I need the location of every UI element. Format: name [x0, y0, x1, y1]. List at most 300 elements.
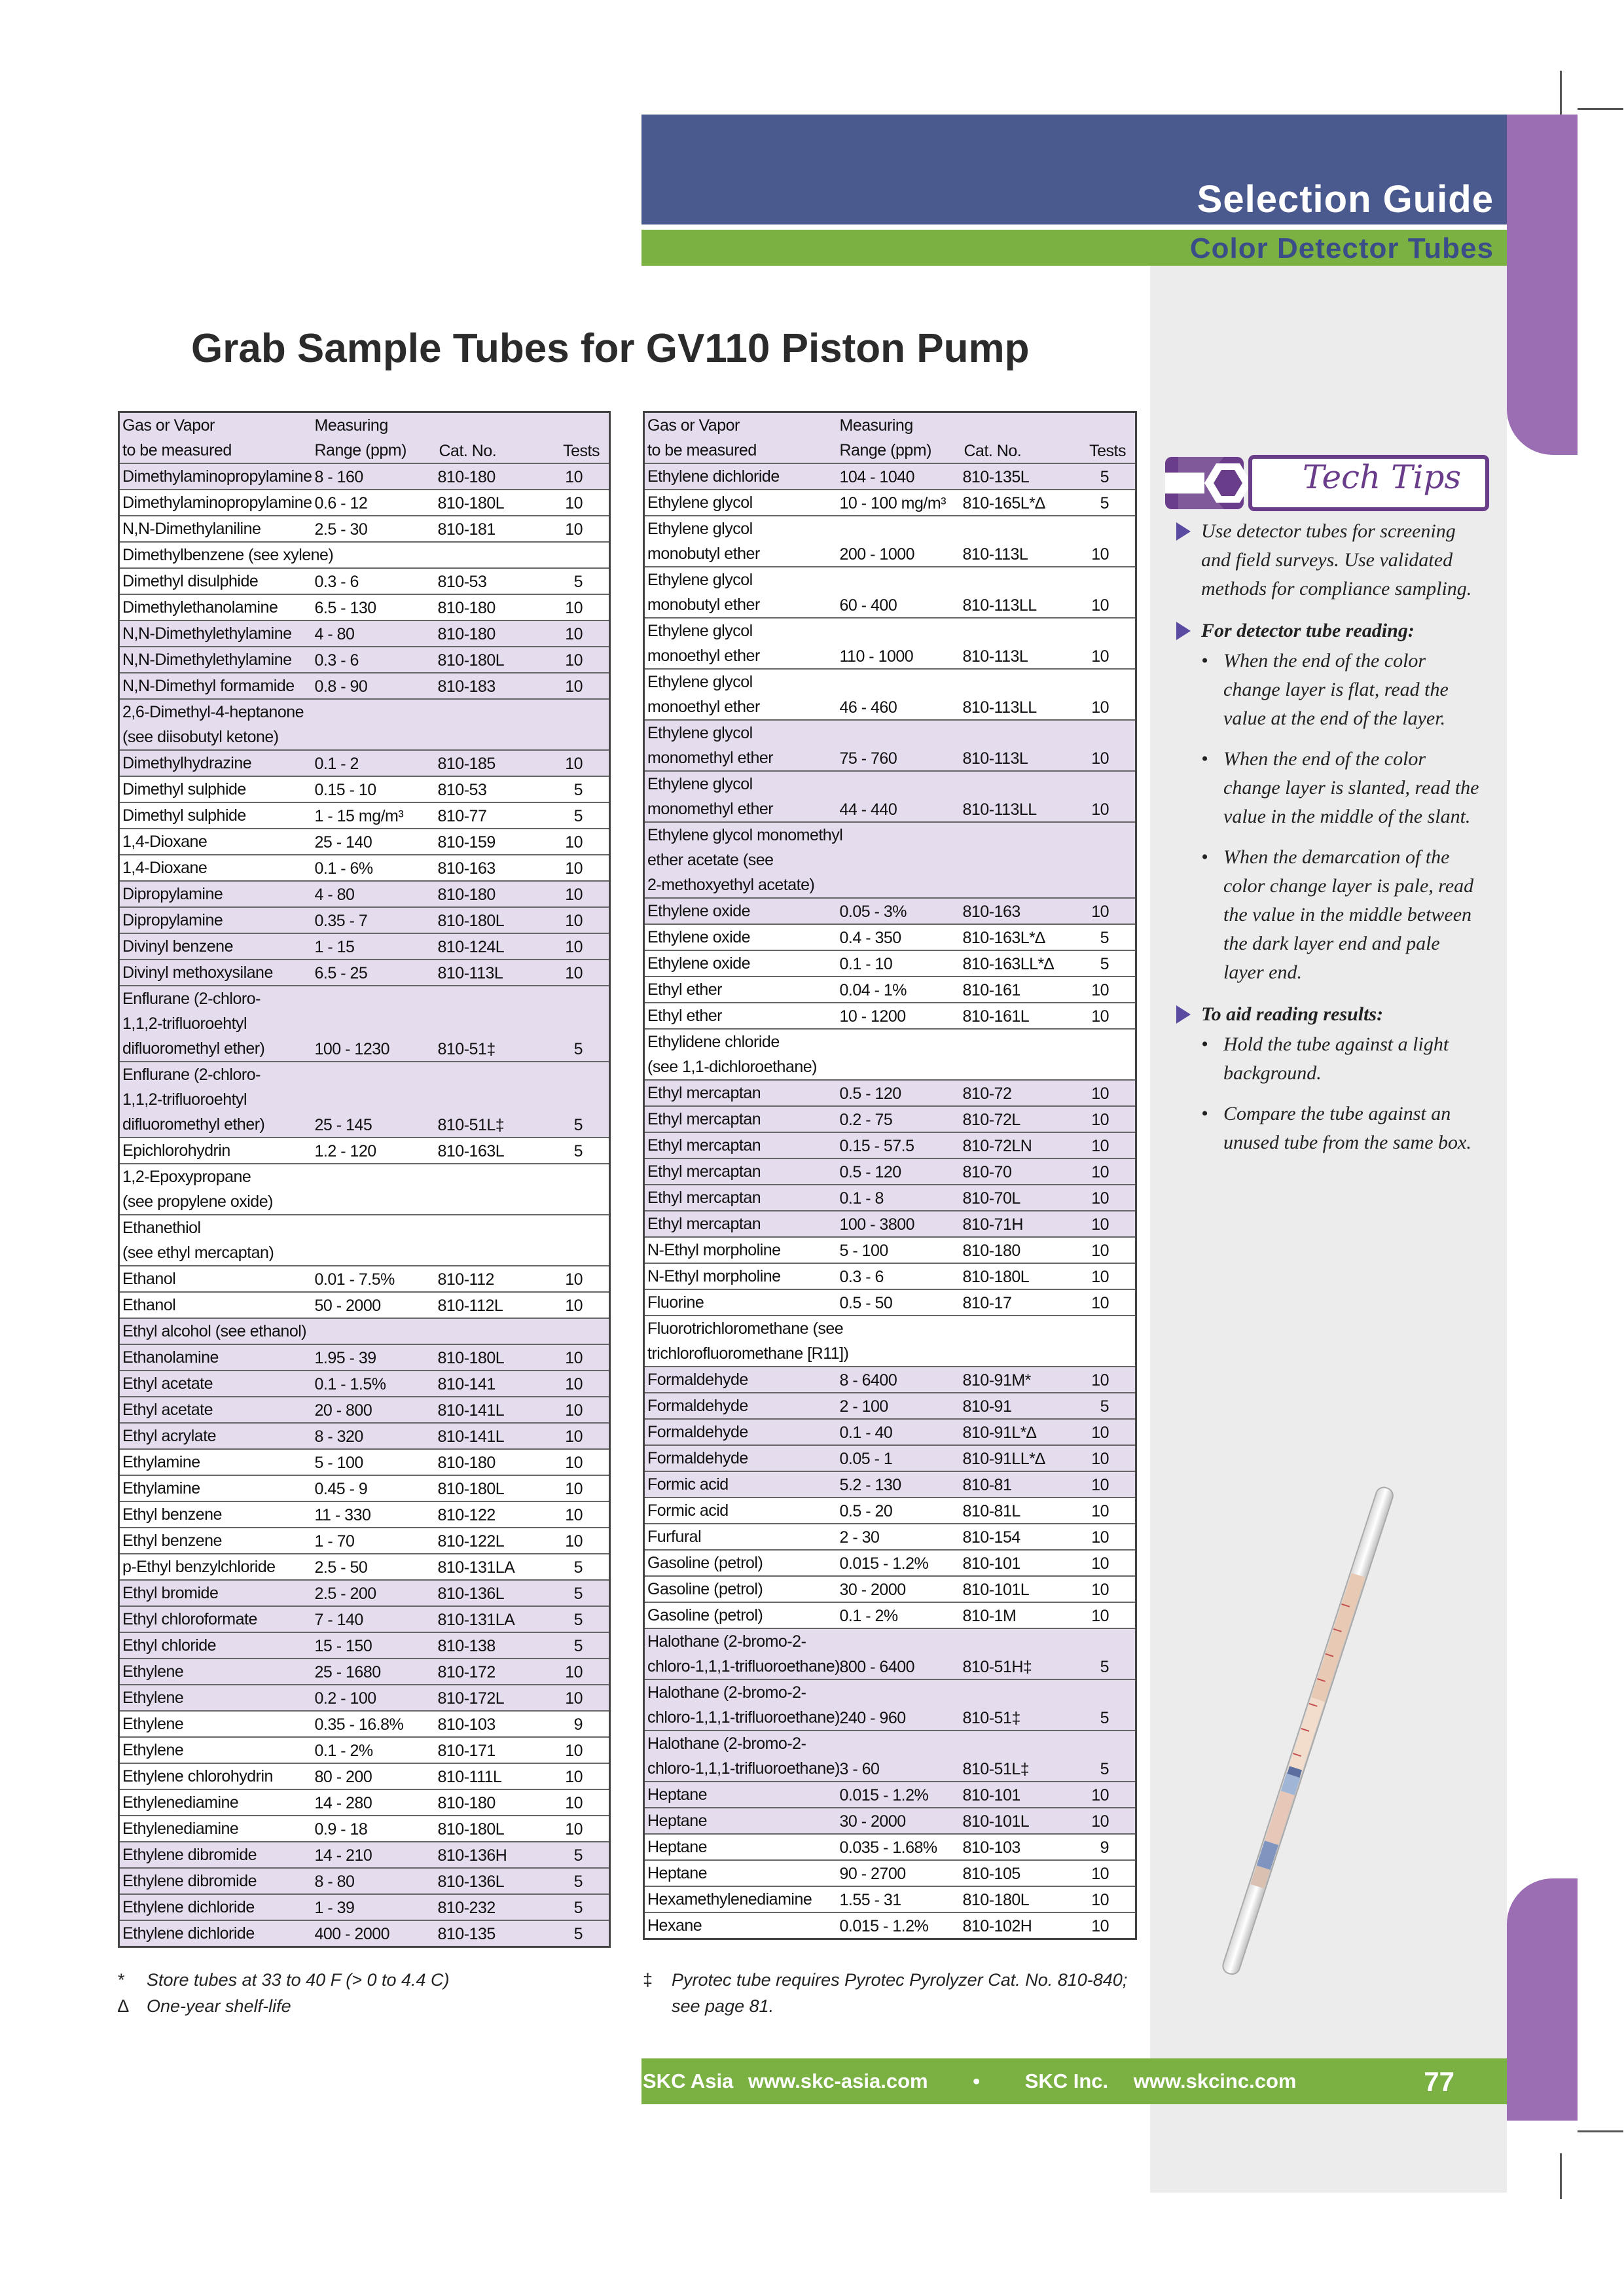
- cell-cat: 810-113L: [437, 964, 503, 982]
- cell-tests: 5: [573, 1846, 583, 1865]
- table-body: [119, 463, 610, 1947]
- cell-cat: [437, 542, 548, 568]
- cell-tests: 5: [1100, 1760, 1109, 1778]
- cell-range: [312, 699, 437, 750]
- cell-tests: 9: [573, 1715, 583, 1734]
- table-row: [644, 1316, 1136, 1367]
- cell-gas: Ethylene oxide: [647, 902, 751, 920]
- table-row: [644, 1419, 1136, 1445]
- cell-tests: 10: [1091, 1581, 1109, 1599]
- table-row: [119, 516, 610, 542]
- cell-gas: Ethyl mercaptan: [647, 1215, 761, 1233]
- cell-tests: 10: [1091, 545, 1109, 564]
- cell-range: 1 - 15 mg/m³: [314, 807, 404, 825]
- cell-gas: Ethyl acetate: [122, 1401, 213, 1419]
- cell-cat: 810-180: [437, 886, 496, 904]
- cell-range: 25 - 145: [314, 1116, 372, 1134]
- cell-range: 240 - 960: [839, 1709, 906, 1727]
- cell-cat: 810-103: [962, 1839, 1020, 1857]
- cell-cat: 810-51‡: [962, 1709, 1020, 1727]
- cell-range: 0.5 - 120: [839, 1163, 901, 1181]
- footer-asia-name: SKC Asia: [643, 2070, 734, 2092]
- cell-cat: 810-136H: [437, 1846, 507, 1865]
- cell-cat: 810-180: [437, 1794, 496, 1812]
- cell-range: 0.04 - 1%: [839, 981, 907, 999]
- cell-cat: 810-101: [962, 1786, 1020, 1804]
- cell-gas: Gasoline (petrol): [647, 1554, 763, 1572]
- cell-gas: Dimethylethanolamine: [122, 598, 278, 617]
- arrow-right-icon: [1176, 522, 1191, 541]
- cell-tests: 10: [565, 625, 583, 643]
- table-row: [644, 1080, 1136, 1106]
- cell-gas: Ethyl chloroformate: [122, 1610, 257, 1628]
- cell-tests: 10: [565, 468, 583, 486]
- table-row: [644, 1211, 1136, 1237]
- cell-cat: 810-172L: [437, 1689, 505, 1708]
- cell-gas: Ethylene oxide: [647, 928, 751, 946]
- cell-cat: 810-91L*∆: [962, 1424, 1036, 1442]
- cell-gas: N-Ethyl morpholine: [647, 1241, 781, 1259]
- cell-range: 4 - 80: [314, 886, 355, 904]
- cell-gas: Heptane: [647, 1864, 708, 1882]
- table-row: [119, 1164, 610, 1215]
- cell-gas: Ethylene dibromide: [122, 1872, 257, 1890]
- cell-tests: 10: [565, 1401, 583, 1420]
- tube-table-middle: [643, 411, 1137, 1940]
- cell-cat: 810-51‡: [437, 1040, 496, 1058]
- cell-tests: [548, 699, 610, 750]
- cell-tests: 10: [1091, 1891, 1109, 1909]
- cell-range: 0.8 - 90: [314, 677, 368, 696]
- table-row: [119, 620, 610, 647]
- cell-cat: 810-163: [437, 859, 496, 878]
- purple-edge-tab-top: [1507, 115, 1578, 455]
- cell-tests: 5: [573, 1585, 583, 1603]
- cell-gas: 1,4-Dioxane: [122, 833, 208, 851]
- cell-gas: Divinyl methoxysilane: [122, 963, 273, 982]
- cell-cat: 810-72L: [962, 1111, 1020, 1129]
- cell-cat: 810-122: [437, 1506, 496, 1524]
- table-row: [119, 1475, 610, 1501]
- cell-range: 0.15 - 10: [314, 781, 376, 799]
- table-row: [119, 1789, 610, 1816]
- cell-cat: 810-81: [962, 1476, 1012, 1494]
- cell-tests: [1074, 1316, 1136, 1367]
- cell-cat: 810-180L: [437, 1480, 505, 1498]
- cell-range: 0.1 - 2%: [839, 1607, 898, 1625]
- cell-gas: Dipropylamine: [122, 911, 223, 929]
- cell-range: 0.1 - 10: [839, 955, 893, 973]
- table-row: [644, 463, 1136, 490]
- cell-range: 0.4 - 350: [839, 929, 901, 947]
- table-row: [644, 1731, 1136, 1782]
- header-subtitle-bar: [641, 230, 1507, 266]
- cell-cat: 810-171: [437, 1742, 496, 1760]
- table-row: [119, 1318, 610, 1344]
- cell-gas: Ethylene: [122, 1715, 184, 1733]
- cell-tests: 10: [565, 1480, 583, 1498]
- cell-tests: 5: [1100, 955, 1109, 973]
- cell-tests: 10: [1091, 1476, 1109, 1494]
- cell-cat: 810-131LA: [437, 1558, 515, 1577]
- table-row: [119, 1423, 610, 1449]
- cell-tests: 10: [1091, 1865, 1109, 1883]
- cell-tests: 10: [565, 1532, 583, 1551]
- cell-tests: 5: [1100, 1397, 1109, 1416]
- tip-screening-text: Use detector tubes for screening and field surveys. Use validated methods for compliance sampling.: [1201, 520, 1472, 600]
- table-row: [119, 1606, 610, 1632]
- cell-cat: 810-180: [962, 1242, 1020, 1260]
- table-row: [119, 1344, 610, 1371]
- footer-asia-url[interactable]: www.skc-asia.com: [748, 2070, 928, 2092]
- table-row: [644, 1445, 1136, 1471]
- table-row: [644, 1003, 1136, 1029]
- footnote-dagger-mark: ‡: [643, 1970, 653, 1990]
- table-row: [644, 1782, 1136, 1808]
- cell-range: 25 - 140: [314, 833, 372, 852]
- cell-gas: Ethanol: [122, 1270, 176, 1288]
- cell-cat: 810-70L: [962, 1189, 1020, 1208]
- cell-tests: 5: [573, 1637, 583, 1655]
- header-range: Measuring Range (ppm): [839, 416, 931, 459]
- cell-gas: Divinyl benzene: [122, 937, 233, 956]
- cell-gas: Halothane (2-bromo-2- chloro-1,1,1-trifluoroethane): [647, 1632, 840, 1676]
- cell-tests: 10: [1091, 1085, 1109, 1103]
- cell-cat: 810-72LN: [962, 1137, 1032, 1155]
- header-range: Measuring Range (ppm): [314, 416, 406, 459]
- table-row: [119, 855, 610, 881]
- cell-tests: 10: [1091, 1163, 1109, 1181]
- table-row: [644, 924, 1136, 950]
- footer-inc-name: SKC Inc.: [1024, 2070, 1109, 2092]
- table-row: [119, 673, 610, 699]
- header-banner: [641, 115, 1507, 224]
- tube-table-left: [118, 411, 611, 1948]
- tip-reading-bullet: [1201, 745, 1484, 831]
- footnote-delta-mark: ∆: [118, 1996, 129, 2016]
- cell-range: [837, 1029, 962, 1080]
- cell-range: 0.45 - 9: [314, 1480, 368, 1498]
- cell-tests: 10: [1091, 749, 1109, 768]
- cell-range: 8 - 6400: [839, 1371, 897, 1390]
- cell-gas: Ethyl mercaptan: [647, 1162, 761, 1181]
- table-row: [119, 1920, 610, 1947]
- cell-cat: [962, 1316, 1074, 1367]
- table-row: [119, 1501, 610, 1528]
- cell-tests: 5: [573, 1040, 583, 1058]
- table-row: [119, 1138, 610, 1164]
- cell-cat: 810-51L‡: [437, 1116, 505, 1134]
- cell-gas: Ethylene glycol monomethyl ether acetate (see 2-methoxyethyl acetate): [647, 826, 843, 894]
- cell-range: 10 - 1200: [839, 1007, 906, 1026]
- cell-cat: 810-163: [962, 903, 1020, 921]
- cell-tests: 10: [1091, 1007, 1109, 1026]
- cell-range: [312, 1164, 437, 1215]
- cell-range: 6.5 - 25: [314, 964, 368, 982]
- cell-tests: 10: [1091, 1607, 1109, 1625]
- cell-range: 0.9 - 18: [314, 1820, 368, 1839]
- cell-range: 5.2 - 130: [839, 1476, 901, 1494]
- cell-gas: Fluorine: [647, 1293, 704, 1312]
- cell-cat: 810-124L: [437, 938, 505, 956]
- cell-gas: Ethyl acetate: [122, 1374, 213, 1393]
- cell-range: 104 - 1040: [839, 468, 915, 486]
- crop-mark: [1560, 71, 1562, 117]
- cell-range: 110 - 1000: [839, 647, 914, 666]
- table-row: [644, 977, 1136, 1003]
- table-row: [119, 1554, 610, 1580]
- cell-tests: 5: [573, 807, 583, 825]
- detector-tube-illustration: [1165, 1469, 1453, 1993]
- table-row: [644, 567, 1136, 618]
- cell-cat: 810-113LL: [962, 800, 1037, 819]
- crop-mark: [1560, 2153, 1562, 2199]
- table-row: [119, 699, 610, 750]
- table-row: [644, 1679, 1136, 1731]
- cell-range: 8 - 80: [314, 1873, 355, 1891]
- cell-range: 60 - 400: [839, 596, 897, 615]
- cell-tests: 10: [565, 755, 583, 773]
- bullet-icon: •: [1201, 846, 1208, 868]
- table-row: [644, 1550, 1136, 1576]
- cell-cat: 810-91M*: [962, 1371, 1031, 1390]
- table-row: [119, 907, 610, 933]
- cell-range: 15 - 150: [314, 1637, 372, 1655]
- cell-tests: 10: [565, 833, 583, 852]
- cell-gas: Ethylene chlorohydrin: [122, 1767, 273, 1785]
- cell-tests: 10: [565, 886, 583, 904]
- cell-range: 0.015 - 1.2%: [839, 1786, 929, 1804]
- cell-range: 1.55 - 31: [839, 1891, 901, 1909]
- cell-tests: 10: [1091, 1215, 1109, 1234]
- cell-range: 14 - 210: [314, 1846, 372, 1865]
- cell-gas: Formic acid: [647, 1501, 729, 1520]
- cell-tests: [548, 1318, 610, 1344]
- cell-range: 0.015 - 1.2%: [839, 1917, 929, 1935]
- cell-range: 2.5 - 30: [314, 520, 368, 539]
- cell-cat: 810-185: [437, 755, 496, 773]
- table-row: [644, 1393, 1136, 1419]
- cell-tests: 5: [573, 1611, 583, 1629]
- table-body: [644, 463, 1136, 1939]
- cell-gas: Ethyl mercaptan: [647, 1110, 761, 1128]
- cell-range: 0.1 - 1.5%: [314, 1375, 386, 1393]
- cell-tests: 5: [573, 1873, 583, 1891]
- tip-screening: [1176, 517, 1484, 603]
- cell-cat: [962, 822, 1074, 898]
- cell-range: 30 - 2000: [839, 1581, 906, 1599]
- table-row: [119, 1528, 610, 1554]
- table-row: [644, 1602, 1136, 1628]
- cell-cat: 810-159: [437, 833, 496, 852]
- cell-range: 1.2 - 120: [314, 1142, 376, 1160]
- cell-tests: 10: [565, 1270, 583, 1289]
- cell-tests: 10: [565, 1663, 583, 1681]
- cell-range: 2 - 30: [839, 1528, 880, 1547]
- cell-gas: N-Ethyl morpholine: [647, 1267, 781, 1285]
- cell-cat: 810-113L: [962, 749, 1028, 768]
- tip-reading-bullet-text: When the end of the color change layer is flat, read the value at the end of the layer.: [1223, 650, 1449, 729]
- cell-cat: 810-53: [437, 781, 487, 799]
- cell-gas: Ethyl mercaptan: [647, 1136, 761, 1155]
- tip-reading-bullet: [1201, 647, 1484, 733]
- cell-tests: 5: [1100, 1709, 1109, 1727]
- table-row: [644, 490, 1136, 516]
- cell-gas: N,N-Dimethylethylamine: [122, 624, 292, 643]
- table-row: [644, 669, 1136, 720]
- cell-range: 20 - 800: [314, 1401, 372, 1420]
- cell-tests: [548, 542, 610, 568]
- table-row: [644, 771, 1136, 822]
- cell-cat: 810-136L: [437, 1873, 505, 1891]
- cell-tests: 10: [1091, 1786, 1109, 1804]
- tip-results-bullet: [1201, 1030, 1484, 1088]
- cell-tests: 10: [565, 520, 583, 539]
- cell-gas: Ethyl mercaptan: [647, 1189, 761, 1207]
- cell-cat: 810-183: [437, 677, 496, 696]
- cell-range: 90 - 2700: [839, 1865, 906, 1883]
- table-row: [644, 1185, 1136, 1211]
- cell-tests: 10: [565, 1454, 583, 1472]
- cell-cat: 810-113L: [962, 545, 1028, 564]
- page-title: Grab Sample Tubes for GV110 Piston Pump: [191, 326, 1030, 371]
- cell-range: 0.01 - 7.5%: [314, 1270, 395, 1289]
- cell-cat: 810-72: [962, 1085, 1012, 1103]
- cell-gas: Ethylene dichloride: [122, 1898, 255, 1916]
- cell-tests: 10: [1091, 1424, 1109, 1442]
- cell-tests: 10: [565, 1506, 583, 1524]
- cell-tests: 5: [1100, 929, 1109, 947]
- table-row: [644, 1158, 1136, 1185]
- cell-range: 0.05 - 3%: [839, 903, 907, 921]
- cell-tests: 10: [565, 859, 583, 878]
- cell-range: 0.2 - 75: [839, 1111, 893, 1129]
- header-title: Selection Guide: [1197, 178, 1494, 221]
- footnote-dagger-text: Pyrotec tube requires Pyrotec Pyrolyzer Cat. No. 810-840;: [672, 1970, 1128, 1990]
- cell-range: 0.3 - 6: [314, 573, 359, 591]
- page-number: 77: [1424, 2066, 1454, 2097]
- cell-gas: Ethyl ether: [647, 980, 723, 999]
- cell-gas: Ethylene glycol: [647, 493, 753, 512]
- footnote-pyrotec-page: [672, 1996, 774, 2017]
- cell-cat: 810-172: [437, 1663, 496, 1681]
- cell-tests: 10: [1091, 1917, 1109, 1935]
- tip-results-bullet-text: Hold the tube against a light background.: [1223, 1033, 1449, 1084]
- cell-range: 200 - 1000: [839, 545, 915, 564]
- table-row: [119, 933, 610, 960]
- cell-tests: 10: [565, 1820, 583, 1839]
- cell-cat: 810-180L: [437, 912, 505, 930]
- cell-cat: [437, 1164, 548, 1215]
- cell-cat: 810-161L: [962, 1007, 1030, 1026]
- cell-gas: Ethylenediamine: [122, 1820, 239, 1838]
- cell-gas: 1,4-Dioxane: [122, 859, 208, 877]
- cell-cat: [437, 1318, 548, 1344]
- table-row: [119, 1449, 610, 1475]
- cell-tests: 10: [565, 1349, 583, 1367]
- header-subtitle: Color Detector Tubes: [1189, 232, 1494, 264]
- footnote-star-text: Store tubes at 33 to 40 F (> 0 to 4.4 C): [147, 1970, 450, 1990]
- cell-gas: Ethylene dichloride: [647, 467, 780, 486]
- cell-cat: 810-180L: [437, 1349, 505, 1367]
- cell-range: 0.5 - 120: [839, 1085, 901, 1103]
- cell-range: 2.5 - 50: [314, 1558, 368, 1577]
- cell-tests: 10: [1091, 800, 1109, 819]
- cell-gas: Furfural: [647, 1528, 702, 1546]
- cell-tests: 5: [573, 1142, 583, 1160]
- cell-tests: 10: [1091, 981, 1109, 999]
- cell-tests: 5: [1100, 468, 1109, 486]
- cell-cat: 810-180: [437, 468, 496, 486]
- cell-tests: [1074, 1029, 1136, 1080]
- cell-cat: 810-113L: [962, 647, 1028, 666]
- cell-cat: 810-101: [962, 1554, 1020, 1573]
- cell-range: 0.015 - 1.2%: [839, 1554, 929, 1573]
- cell-gas: Ethylenediamine: [122, 1793, 239, 1812]
- cell-gas: Ethylene glycol monobutyl ether: [647, 520, 760, 563]
- cell-tests: 10: [565, 1794, 583, 1812]
- cell-gas: Ethanethiol (see ethyl mercaptan): [122, 1219, 274, 1262]
- table-row: [119, 1685, 610, 1711]
- footer-bar: [641, 2058, 1507, 2104]
- cell-cat: 810-154: [962, 1528, 1020, 1547]
- tip-results-bullet-text: Compare the tube against an unused tube from the same box.: [1223, 1103, 1471, 1153]
- table-row: [119, 1371, 610, 1397]
- cell-cat: 810-103: [437, 1715, 496, 1734]
- table-row: [119, 1215, 610, 1266]
- cell-range: 800 - 6400: [839, 1658, 915, 1676]
- cell-range: 10 - 100 mg/m³: [839, 494, 947, 512]
- cell-tests: 10: [1091, 1450, 1109, 1468]
- cell-gas: Ethylamine: [122, 1453, 200, 1471]
- cell-cat: 810-180L: [962, 1891, 1030, 1909]
- cell-cat: 810-51L‡: [962, 1760, 1030, 1778]
- cell-range: 14 - 280: [314, 1794, 372, 1812]
- cell-tests: 10: [565, 1742, 583, 1760]
- cell-cat: 810-180L: [437, 494, 505, 512]
- footnote-star-mark: *: [118, 1970, 125, 1990]
- cell-range: 0.3 - 6: [839, 1268, 884, 1286]
- cell-gas: Ethanol: [122, 1296, 176, 1314]
- cell-cat: 810-101L: [962, 1581, 1030, 1599]
- cell-gas: Ethylene dibromide: [122, 1846, 257, 1864]
- table-row: [119, 542, 610, 568]
- cell-tests: 9: [1100, 1839, 1109, 1857]
- table-row: [119, 647, 610, 673]
- tip-reading-bullet-text: When the end of the color change layer is slanted, read the value in the middle of the slant.: [1223, 748, 1479, 827]
- footer-inc-url[interactable]: www.skcinc.com: [1133, 2070, 1297, 2092]
- table-row: [119, 750, 610, 776]
- tech-tips-list: [1176, 517, 1484, 1168]
- table-row: [644, 618, 1136, 669]
- cell-cat: 810-138: [437, 1637, 496, 1655]
- cell-gas: Formic acid: [647, 1475, 729, 1494]
- cell-gas: p-Ethyl benzylchloride: [122, 1558, 276, 1576]
- cell-range: 0.35 - 7: [314, 912, 368, 930]
- cell-range: 1 - 70: [314, 1532, 355, 1551]
- cell-tests: 5: [573, 781, 583, 799]
- table-row: [119, 1062, 610, 1138]
- cell-tests: 10: [1091, 1111, 1109, 1129]
- table-row: [119, 1292, 610, 1318]
- cell-range: 8 - 160: [314, 468, 363, 486]
- cell-range: 0.1 - 2%: [314, 1742, 373, 1760]
- cell-range: 7 - 140: [314, 1611, 363, 1629]
- table-row: [644, 1106, 1136, 1132]
- cell-gas: Formaldehyde: [647, 1423, 748, 1441]
- tip-reading: [1176, 617, 1484, 987]
- cell-cat: 810-181: [437, 520, 496, 539]
